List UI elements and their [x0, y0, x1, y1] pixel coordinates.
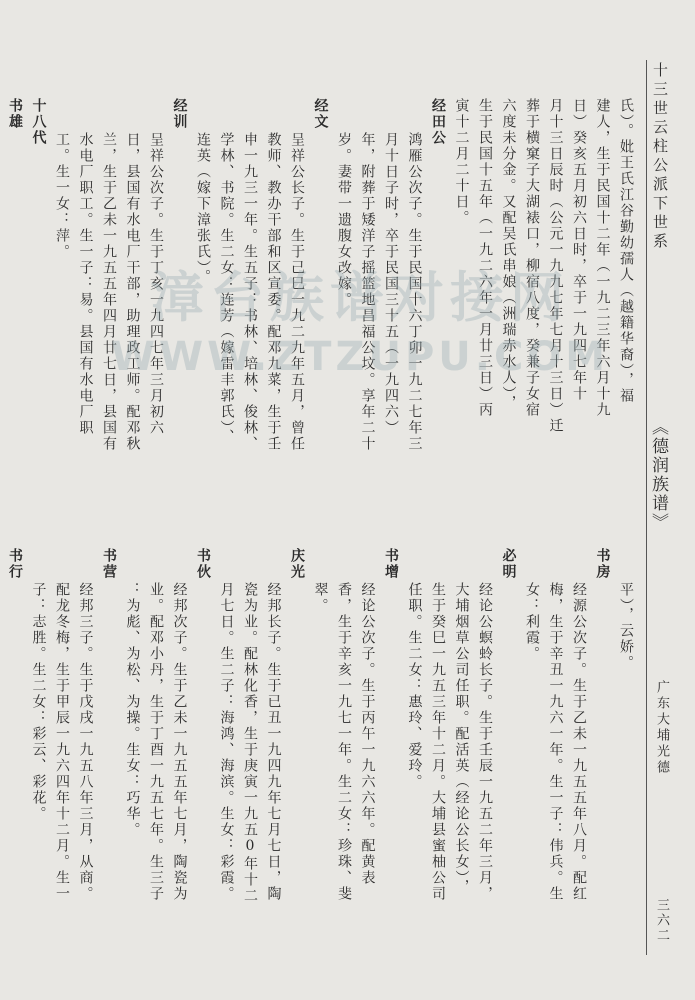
entry-name: 十八代 — [30, 98, 47, 146]
text-column: 学林、书院。生二女：连芳（嫁雷丰郭氏）、 — [218, 132, 235, 445]
entry-name: 书伙 — [195, 548, 211, 580]
text-column: 月七日。生二子：海鸿、海滨。生女：彩霞。 — [218, 582, 235, 902]
text-column: 经邦三子。生于戊戌一九五八年三月，从商。 — [77, 582, 94, 902]
book-title: 《德润族谱》 — [648, 418, 668, 532]
text-column: 子：志胜。生二女：彩云、彩花。 — [30, 582, 47, 822]
header-divider-line — [646, 60, 647, 955]
entry-name: 书增 — [383, 548, 399, 580]
text-column: 梅，生于辛丑一九六一年。生一子：伟兵。生 — [547, 582, 564, 902]
text-column: 翠。 — [312, 582, 329, 614]
text-column: 生于癸巳一九五三年十二月。大埔县蜜柚公司 — [430, 582, 446, 902]
text-column: 连英（嫁下漳张氏）。 — [195, 132, 211, 285]
text-column: 寅十二月二十日。 — [453, 98, 470, 226]
watermark-url: WWW.ZTZUPU.COM — [110, 334, 610, 380]
text-column: 日，县国有水电厂干部，助理政工师。配邓秋 — [124, 132, 141, 452]
text-column: 生于民国十五年（一九二六年一月廿三日）丙 — [477, 98, 493, 418]
entry-name: 书雄 — [7, 98, 23, 130]
location-label: 广东大埔光德 — [654, 680, 669, 776]
entry-name: 书营 — [101, 548, 117, 580]
text-column: 女：利霞。 — [524, 582, 540, 662]
text-column: 鸿雁公次子。生于民国十六丁卯一九二七年三 — [406, 132, 423, 452]
page-number: 三六二 — [654, 898, 669, 943]
entry-name: 经文 — [312, 98, 329, 130]
text-column: 经邦长子。生于已丑一九四九年七月七日，陶 — [265, 582, 282, 902]
text-column: 经论公次子。生于丙午一九六六年。配黄表 — [359, 582, 376, 886]
text-column — [0, 132, 2, 452]
text-column: 氏）。妣王氏江谷勤幼孺人（越籍华裔），福 — [618, 98, 634, 404]
text-column: 月十日子时，卒于民国三十五（一九四六） — [383, 132, 399, 436]
text-column: 平），云娇。 — [618, 582, 634, 671]
text-column: 年，附葬于矮洋子摇篮地昌福公坟。享年二十 — [359, 132, 376, 452]
text-column: 瓷为业。配林化香，生于庚寅一九五0年十二 — [242, 582, 258, 904]
watermark-text: 漳台族谱对接网 — [150, 266, 570, 329]
text-column: 经论公螟蛉长子。生于壬辰一九五二年三月， — [477, 582, 493, 902]
text-column — [0, 582, 2, 902]
text-column: 配龙冬梅，生于甲辰一九六四年十二月。生一 — [54, 582, 70, 902]
text-column: 业。配邓小丹，生于丁酉一九五七年。生三子 — [148, 582, 164, 902]
text-column: 六度未分金。又配吴氏串娘（洲瑞赤水人）， — [500, 98, 517, 411]
text-column: 兰，生于乙未一九五五年四月廿七日，县国有 — [101, 132, 117, 452]
text-column: ：为彪、为松、为操。生女：巧华。 — [124, 582, 141, 838]
text-column: 建人，生于民国十二年（一九二三年六月十九 — [594, 98, 611, 418]
entry-name: 经田公 — [430, 98, 446, 146]
text-column: 月十三日辰时（公元一九九七年七月十三日）迁 — [547, 98, 564, 434]
text-column: 大埔烟草公司任职。配活英（经论公长女）， — [453, 582, 470, 895]
text-column: 日）癸亥五月初六日时，卒于一九四七年十 — [571, 98, 587, 402]
entry-name: 书房 — [594, 548, 611, 580]
text-column: 呈祥公长子。生于己巳一九二九年五月，曾任 — [289, 132, 305, 452]
entry-name: 经训 — [171, 98, 188, 130]
text-column: 葬于横窠子大湖裱口，柳宿八度，癸兼子女宿 — [524, 98, 540, 418]
entry-name: 书行 — [7, 548, 23, 580]
text-column: 岁。妻带一遗腹女改嫁。 — [336, 132, 352, 308]
text-column: 工。生一女：萍。 — [54, 132, 70, 260]
text-column: 教师、教办干部和区宣委。配邓九菜，生于壬 — [265, 132, 282, 452]
entry-name: 庆光 — [289, 548, 305, 580]
text-column: 经源公次子。生于乙未一九五五年八月。配红 — [571, 582, 587, 902]
text-column: 呈祥公次子。生于丁亥一九四七年三月初六 — [148, 132, 164, 436]
entry-name: 必明 — [500, 548, 517, 580]
text-column: 任职。生二女：惠玲、爱玲。 — [406, 582, 423, 790]
series-title: 十三世云柱公派下世系 — [651, 62, 669, 252]
text-column: 申一九三一年。生五子：书林、培林、俊林、 — [242, 132, 258, 452]
text-column: 水电厂职工。生一子：易。县国有水电厂职 — [77, 132, 94, 436]
text-column: 经邦次子。生于乙未一九五五年七月，陶瓷为 — [171, 582, 188, 902]
text-column: 香，生于辛亥一九七一年。生二女：珍珠、斐 — [336, 582, 352, 902]
